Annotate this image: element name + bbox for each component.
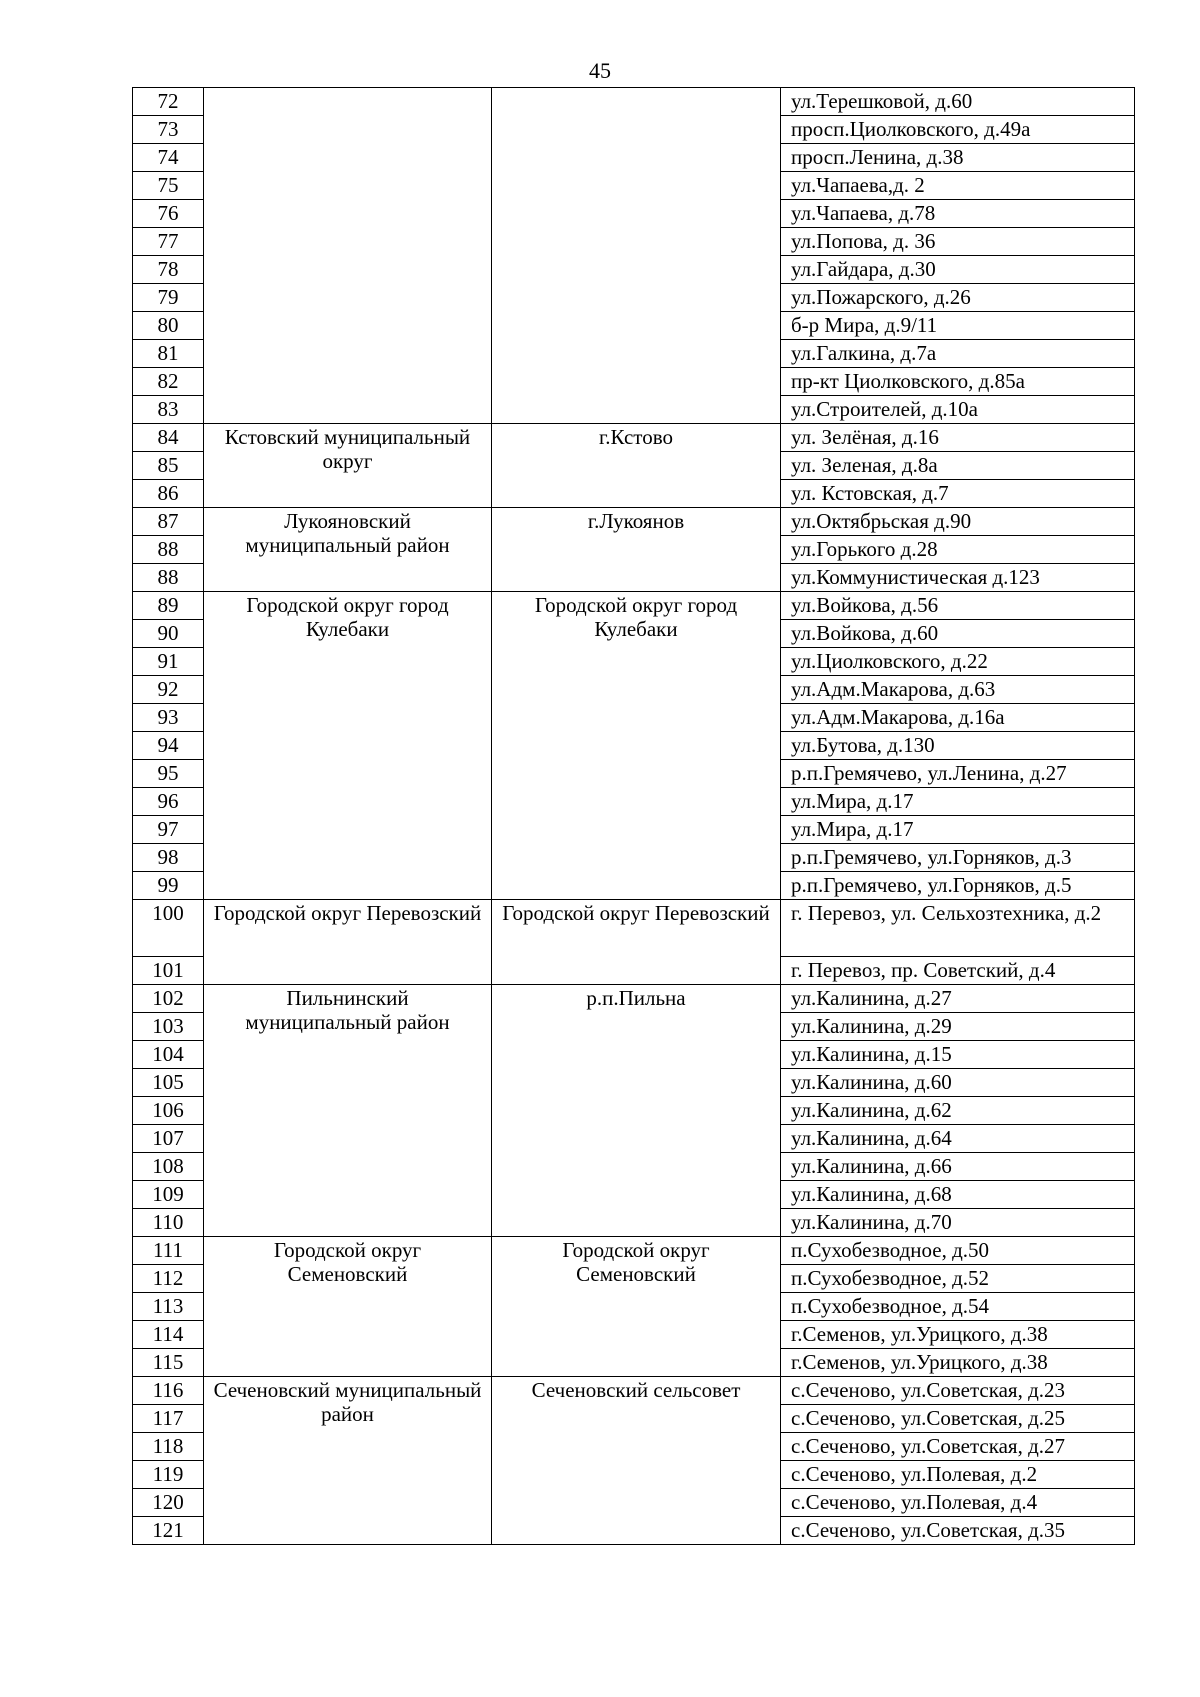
address-table [132, 87, 1135, 1545]
table-row [133, 508, 1135, 536]
address-cell: р.п.Гремячево, ул.Горняков, д.5 [781, 872, 1135, 900]
table-row [133, 592, 1135, 620]
address-cell: ул.Адм.Макарова, д.16а [781, 704, 1135, 732]
row-number: 109 [133, 1181, 204, 1209]
row-number: 82 [133, 368, 204, 396]
table-row [133, 985, 1135, 1013]
address-cell: ул.Попова, д. 36 [781, 228, 1135, 256]
district-cell: Сеченовский муниципальный район [204, 1377, 492, 1545]
settlement-cell [492, 88, 781, 424]
address-cell: ул.Бутова, д.130 [781, 732, 1135, 760]
row-number: 74 [133, 144, 204, 172]
address-cell: ул.Чапаева, д.78 [781, 200, 1135, 228]
address-cell: г. Перевоз, ул. Сельхозтехника, д.2 [781, 900, 1135, 957]
row-number: 92 [133, 676, 204, 704]
table-row [133, 88, 1135, 116]
address-cell: ул.Мира, д.17 [781, 816, 1135, 844]
row-number: 95 [133, 760, 204, 788]
row-number: 86 [133, 480, 204, 508]
row-number: 120 [133, 1489, 204, 1517]
address-cell: ул.Октябрьская д.90 [781, 508, 1135, 536]
row-number: 108 [133, 1153, 204, 1181]
address-cell: ул.Калинина, д.15 [781, 1041, 1135, 1069]
address-cell: с.Сеченово, ул.Советская, д.35 [781, 1517, 1135, 1545]
row-number: 88 [133, 564, 204, 592]
address-cell: ул. Зелёная, д.16 [781, 424, 1135, 452]
address-cell: г. Перевоз, пр. Советский, д.4 [781, 957, 1135, 985]
table-row [133, 900, 1135, 957]
row-number: 105 [133, 1069, 204, 1097]
address-cell: просп.Циолковского, д.49а [781, 116, 1135, 144]
row-number: 79 [133, 284, 204, 312]
row-number: 119 [133, 1461, 204, 1489]
settlement-cell: г.Лукоянов [492, 508, 781, 592]
row-number: 113 [133, 1293, 204, 1321]
address-table-body [133, 88, 1135, 1545]
row-number: 91 [133, 648, 204, 676]
row-number: 73 [133, 116, 204, 144]
page-number: 45 [589, 58, 611, 83]
settlement-cell: Городской округ Перевозский [492, 900, 781, 985]
address-cell: ул.Гайдара, д.30 [781, 256, 1135, 284]
row-number: 100 [133, 900, 204, 957]
row-number: 101 [133, 957, 204, 985]
address-cell: ул.Калинина, д.68 [781, 1181, 1135, 1209]
row-number: 88 [133, 536, 204, 564]
row-number: 84 [133, 424, 204, 452]
address-cell: ул.Калинина, д.29 [781, 1013, 1135, 1041]
row-number: 104 [133, 1041, 204, 1069]
settlement-cell: р.п.Пильна [492, 985, 781, 1237]
row-number: 106 [133, 1097, 204, 1125]
district-cell: Лукояновский муниципальный район [204, 508, 492, 592]
address-cell: ул. Кстовская, д.7 [781, 480, 1135, 508]
row-number: 85 [133, 452, 204, 480]
address-cell: ул.Циолковского, д.22 [781, 648, 1135, 676]
district-cell: Городской округ Семеновский [204, 1237, 492, 1377]
row-number: 87 [133, 508, 204, 536]
row-number: 89 [133, 592, 204, 620]
settlement-cell: Городской округ город Кулебаки [492, 592, 781, 900]
address-cell: ул.Пожарского, д.26 [781, 284, 1135, 312]
address-cell: ул.Терешковой, д.60 [781, 88, 1135, 116]
row-number: 114 [133, 1321, 204, 1349]
address-cell: ул.Адм.Макарова, д.63 [781, 676, 1135, 704]
row-number: 96 [133, 788, 204, 816]
row-number: 103 [133, 1013, 204, 1041]
address-cell: г.Семенов, ул.Урицкого, д.38 [781, 1349, 1135, 1377]
row-number: 121 [133, 1517, 204, 1545]
settlement-cell: Городской округ Семеновский [492, 1237, 781, 1377]
address-cell: ул.Калинина, д.66 [781, 1153, 1135, 1181]
district-cell: Городской округ город Кулебаки [204, 592, 492, 900]
settlement-cell: Сеченовский сельсовет [492, 1377, 781, 1545]
row-number: 97 [133, 816, 204, 844]
row-number: 75 [133, 172, 204, 200]
address-cell: ул.Мира, д.17 [781, 788, 1135, 816]
row-number: 93 [133, 704, 204, 732]
row-number: 115 [133, 1349, 204, 1377]
row-number: 118 [133, 1433, 204, 1461]
address-cell: р.п.Гремячево, ул.Ленина, д.27 [781, 760, 1135, 788]
row-number: 81 [133, 340, 204, 368]
address-cell: ул.Чапаева,д. 2 [781, 172, 1135, 200]
table-row [133, 1377, 1135, 1405]
table-row [133, 424, 1135, 452]
address-cell: п.Сухобезводное, д.54 [781, 1293, 1135, 1321]
address-cell: ул.Горького д.28 [781, 536, 1135, 564]
address-cell: ул.Коммунистическая д.123 [781, 564, 1135, 592]
row-number: 107 [133, 1125, 204, 1153]
address-cell: ул. Зеленая, д.8а [781, 452, 1135, 480]
address-cell: р.п.Гремячево, ул.Горняков, д.3 [781, 844, 1135, 872]
district-cell: Кстовский муниципальный округ [204, 424, 492, 508]
row-number: 80 [133, 312, 204, 340]
address-cell: ул.Войкова, д.60 [781, 620, 1135, 648]
address-cell: пр-кт Циолковского, д.85а [781, 368, 1135, 396]
address-cell: п.Сухобезводное, д.52 [781, 1265, 1135, 1293]
address-cell: ул.Калинина, д.70 [781, 1209, 1135, 1237]
row-number: 98 [133, 844, 204, 872]
address-cell: ул.Калинина, д.64 [781, 1125, 1135, 1153]
address-cell: ул.Калинина, д.60 [781, 1069, 1135, 1097]
row-number: 77 [133, 228, 204, 256]
district-cell: Пильнинский муниципальный район [204, 985, 492, 1237]
row-number: 72 [133, 88, 204, 116]
row-number: 110 [133, 1209, 204, 1237]
address-cell: с.Сеченово, ул.Полевая, д.4 [781, 1489, 1135, 1517]
row-number: 102 [133, 985, 204, 1013]
row-number: 83 [133, 396, 204, 424]
address-cell: б-р Мира, д.9/11 [781, 312, 1135, 340]
settlement-cell: г.Кстово [492, 424, 781, 508]
address-cell: ул.Калинина, д.27 [781, 985, 1135, 1013]
address-cell: с.Сеченово, ул.Советская, д.27 [781, 1433, 1135, 1461]
row-number: 116 [133, 1377, 204, 1405]
row-number: 112 [133, 1265, 204, 1293]
row-number: 94 [133, 732, 204, 760]
table-row [133, 1237, 1135, 1265]
address-cell: ул.Галкина, д.7а [781, 340, 1135, 368]
address-cell: просп.Ленина, д.38 [781, 144, 1135, 172]
address-cell: ул.Войкова, д.56 [781, 592, 1135, 620]
row-number: 78 [133, 256, 204, 284]
address-cell: с.Сеченово, ул.Советская, д.23 [781, 1377, 1135, 1405]
row-number: 90 [133, 620, 204, 648]
row-number: 99 [133, 872, 204, 900]
district-cell [204, 88, 492, 424]
row-number: 76 [133, 200, 204, 228]
row-number: 111 [133, 1237, 204, 1265]
row-number: 117 [133, 1405, 204, 1433]
address-cell: с.Сеченово, ул.Советская, д.25 [781, 1405, 1135, 1433]
address-cell: г.Семенов, ул.Урицкого, д.38 [781, 1321, 1135, 1349]
district-cell: Городской округ Перевозский [204, 900, 492, 985]
address-cell: п.Сухобезводное, д.50 [781, 1237, 1135, 1265]
address-cell: ул.Строителей, д.10а [781, 396, 1135, 424]
address-cell: с.Сеченово, ул.Полевая, д.2 [781, 1461, 1135, 1489]
address-cell: ул.Калинина, д.62 [781, 1097, 1135, 1125]
